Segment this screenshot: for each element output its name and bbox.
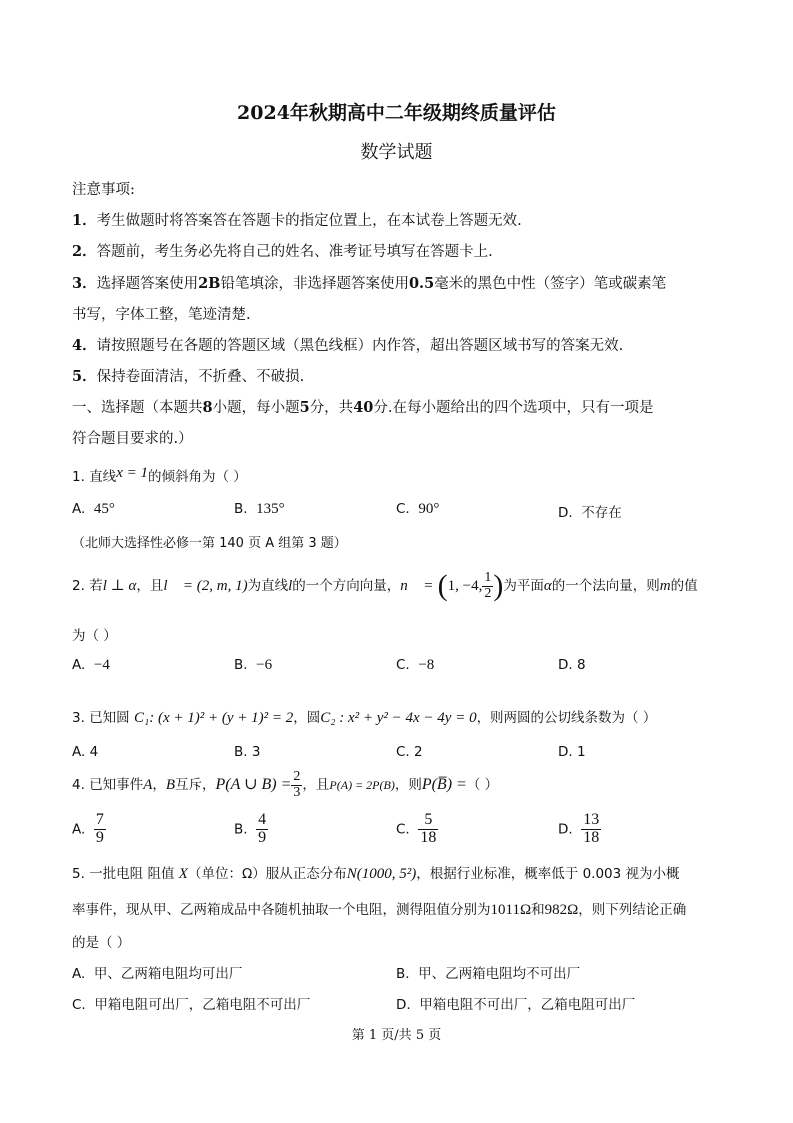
option-label: B. — [396, 966, 410, 982]
notice-heading: 注意事项: — [72, 182, 135, 198]
q4-option-a — [72, 812, 106, 847]
question-number: 5. — [72, 866, 85, 882]
option-value: 甲箱电阻可出厂，乙箱电阻不可出厂 — [94, 997, 311, 1013]
fraction-denominator: 18 — [583, 828, 600, 846]
question-text: 的值 — [670, 578, 698, 594]
math-expression: C₂ : x² + y² − 4x − 4y = 0 — [320, 710, 477, 726]
option-label: C. — [396, 744, 410, 760]
math-expression: A — [143, 777, 153, 794]
section-text: 一、选择题（本题共 — [72, 400, 203, 416]
question-text: 互斥， — [175, 777, 216, 794]
q5-option-b — [396, 962, 580, 982]
question-text: 若 — [89, 578, 103, 594]
question-text: 已知事件 — [89, 777, 144, 794]
option-value: −6 — [256, 657, 273, 673]
option-value: 甲、乙两箱电阻均不可出厂 — [418, 966, 581, 982]
notice-item-1 — [72, 209, 522, 230]
math-expression: P(B̅) = — [421, 776, 467, 794]
section-heading-cont: 符合题目要求的.） — [72, 431, 193, 447]
q2-option-c — [396, 657, 434, 674]
option-label: A. — [72, 821, 86, 838]
q1-option-d — [558, 501, 622, 521]
notice-item-text: 毫米的黑色中性（签字）笔或碳素笔 — [434, 276, 667, 292]
option-label: C. — [396, 501, 410, 517]
question-4 — [72, 770, 498, 800]
paren-open: ( — [437, 569, 448, 602]
q2-option-a — [72, 657, 110, 674]
fraction-denominator: 3 — [293, 784, 301, 800]
fraction — [418, 812, 438, 847]
question-text: ，根据行业标准，概率低于 0.003 视为小概 — [416, 866, 680, 882]
fraction — [94, 812, 106, 847]
question-text: ，则 — [394, 777, 422, 794]
fraction-denominator: 9 — [95, 828, 104, 846]
math-expression: l⃗ = (2, m, 1) — [163, 578, 248, 594]
fraction-numerator: 2 — [293, 769, 301, 784]
q4-option-b — [234, 812, 268, 847]
option-value: 3 — [251, 744, 261, 760]
question-text: ，且 — [136, 578, 164, 594]
notice-item-4 — [72, 334, 623, 355]
notice-item-text: 选择题答案使用 — [96, 276, 199, 292]
notice-item-text: 保持卷面清洁，不折叠、不破损. — [96, 369, 305, 385]
option-label: D. — [396, 997, 411, 1013]
option-label: D. — [558, 505, 573, 521]
math-expression: 982Ω — [544, 902, 579, 918]
q1-option-b — [234, 501, 285, 518]
q3-option-c — [396, 744, 423, 760]
fraction-numerator: 4 — [258, 811, 267, 828]
section-bold: 40 — [353, 399, 374, 416]
q3-option-b — [234, 744, 260, 760]
exam-title: 2024年秋期高中二年级期终质量评估 — [237, 102, 556, 124]
math-expression: B — [165, 777, 176, 794]
fraction — [482, 571, 493, 601]
option-label: B. — [234, 744, 248, 760]
notice-item-text: 请按照题号在各题的答题区域（黑色线框）内作答，超出答题区域书写的答案无效. — [96, 338, 624, 354]
fraction-denominator: 18 — [420, 828, 437, 846]
option-value: 90° — [418, 501, 440, 517]
notice-item-2 — [72, 240, 493, 261]
question-text: 为平面 — [503, 578, 544, 594]
notice-item-number: 1． — [72, 212, 97, 229]
q3-option-a — [72, 744, 98, 760]
fraction-numerator: 5 — [418, 812, 438, 830]
question-2-cont: 为（ ） — [72, 628, 117, 644]
option-label: C. — [72, 997, 86, 1013]
section-text: 分，共 — [309, 400, 354, 416]
option-value: −8 — [418, 657, 435, 673]
option-value: −4 — [93, 657, 110, 673]
question-text: 和 — [531, 902, 545, 918]
question-text: （单位：Ω）服从正态分布 — [187, 866, 347, 882]
question-text: 的倾斜角为（ ） — [147, 469, 247, 485]
notice-item-number: 2． — [72, 243, 97, 260]
question-text: 的一个方向向量， — [292, 578, 401, 594]
q1-option-c — [396, 501, 439, 518]
question-text: 为直线 — [247, 578, 289, 594]
math-expression: N(1000, 5²) — [346, 866, 417, 882]
notice-item-number: 5． — [72, 368, 97, 385]
math-expression: l ⊥ α — [102, 578, 137, 594]
question-text: （ ） — [466, 777, 499, 794]
option-value: 8 — [576, 657, 586, 673]
option-value: 不存在 — [581, 505, 622, 521]
question-text: 已知圆 — [89, 710, 130, 726]
option-label: A. — [72, 657, 86, 673]
option-label: C. — [396, 821, 410, 838]
notice-bold: 2B — [198, 275, 221, 292]
option-label: B. — [234, 501, 248, 517]
option-value: 1 — [576, 744, 586, 760]
option-label: D. — [558, 744, 573, 760]
q5-option-a — [72, 962, 242, 982]
question-1 — [72, 465, 247, 485]
fraction — [291, 770, 302, 800]
q1-option-a — [72, 501, 115, 518]
question-text: 一批电阻 阻值 — [89, 866, 175, 882]
section-text: 小题，每小题 — [212, 400, 300, 416]
notice-item-number: 4． — [72, 337, 97, 354]
math-expression: P(A ∪ B) = — [215, 776, 292, 794]
option-label: A. — [72, 501, 86, 517]
section-bold: 5 — [299, 399, 310, 416]
math-expression: X — [178, 866, 188, 882]
fraction-denominator: 9 — [258, 828, 267, 846]
section-heading — [72, 396, 653, 417]
question-3 — [72, 706, 656, 727]
question-number: 2. — [72, 578, 85, 594]
q4-option-d — [558, 812, 601, 847]
notice-item-3-cont: 书写，字体工整，笔迹清楚. — [72, 307, 251, 323]
math-expression: n⃗ = — [400, 578, 434, 594]
notice-item-3 — [72, 272, 666, 293]
question-number: 1. — [72, 469, 85, 485]
fraction-numerator: 1 — [484, 569, 492, 585]
option-value: 135° — [256, 501, 285, 517]
question-text: ， — [152, 777, 166, 794]
fraction-denominator: 2 — [484, 585, 492, 601]
question-text: ，圆 — [293, 710, 321, 726]
math-expression: l — [288, 578, 293, 594]
question-number: 4. — [72, 777, 85, 794]
q3-option-d — [558, 744, 586, 760]
option-value: 甲、乙两箱电阻均可出厂 — [93, 966, 243, 982]
question-5 — [72, 862, 680, 883]
question-2 — [72, 569, 698, 603]
question-text: ，则下列结论正确 — [578, 902, 687, 918]
fraction-numerator: 7 — [95, 811, 104, 828]
question-number: 3. — [72, 710, 85, 726]
exam-subtitle: 数学试题 — [360, 142, 433, 163]
notice-bold: 0.5 — [408, 275, 435, 292]
fraction — [581, 812, 601, 847]
q5-option-c — [72, 993, 310, 1013]
option-value: 4 — [89, 744, 99, 760]
question-5-cont — [72, 898, 686, 919]
math-expression: m — [659, 578, 671, 594]
question-text: ，则两圆的公切线条数为（ ） — [476, 710, 657, 726]
paren-close: ) — [493, 569, 504, 602]
section-text: 分.在每小题给出的四个选项中，只有一项是 — [373, 400, 654, 416]
q2-option-d — [558, 657, 586, 673]
q2-option-b — [234, 657, 272, 674]
notice-item-text: 铅笔填涂，非选择题答案使用 — [220, 276, 409, 292]
section-bold: 8 — [202, 399, 213, 416]
q5-option-d — [396, 993, 635, 1013]
math-expression: P(A) = 2P(B) — [329, 778, 395, 793]
question-text: 直线 — [89, 469, 117, 485]
math-expression: 1011Ω — [490, 902, 532, 918]
math-expression: C₁: (x + 1)² + (y + 1)² = 2 — [133, 710, 294, 726]
option-value: 2 — [414, 744, 423, 760]
option-label: A. — [72, 744, 86, 760]
option-label: D. — [558, 657, 573, 673]
question-5-cont2: 的是（ ） — [72, 935, 131, 951]
question-text: 率事件，现从甲、乙两箱成品中各随机抽取一个电阻，测得阻值分别为 — [72, 902, 491, 918]
option-label: B. — [234, 657, 248, 673]
notice-item-text: 答题前，考生务必先将自己的姓名、准考证号填写在答题卡上. — [96, 244, 493, 260]
option-value: 甲箱电阻不可出厂，乙箱电阻可出厂 — [419, 997, 636, 1013]
option-label: D. — [558, 821, 573, 838]
q4-option-c — [396, 812, 438, 847]
option-label: B. — [234, 821, 248, 838]
question-text: 的一个法向量，则 — [551, 578, 660, 594]
math-expression: α — [543, 578, 552, 594]
notice-item-text: 考生做题时将答案答在答题卡的指定位置上，在本试卷上答题无效. — [96, 213, 522, 229]
option-value: 45° — [93, 501, 115, 517]
fraction — [256, 812, 268, 847]
math-expression: 1, −4, — [447, 578, 483, 594]
option-label: C. — [396, 657, 410, 673]
math-expression: x = 1 — [116, 465, 148, 481]
question-text: ，且 — [302, 777, 330, 794]
q1-source-note: （北师大选择性必修一第 140 页 A 组第 3 题） — [72, 536, 347, 551]
notice-item-number: 3． — [72, 275, 97, 292]
page-number: 第 1 页/共 5 页 — [351, 1028, 442, 1043]
fraction-numerator: 13 — [583, 811, 600, 828]
notice-item-5 — [72, 365, 304, 386]
option-label: A. — [72, 966, 86, 982]
